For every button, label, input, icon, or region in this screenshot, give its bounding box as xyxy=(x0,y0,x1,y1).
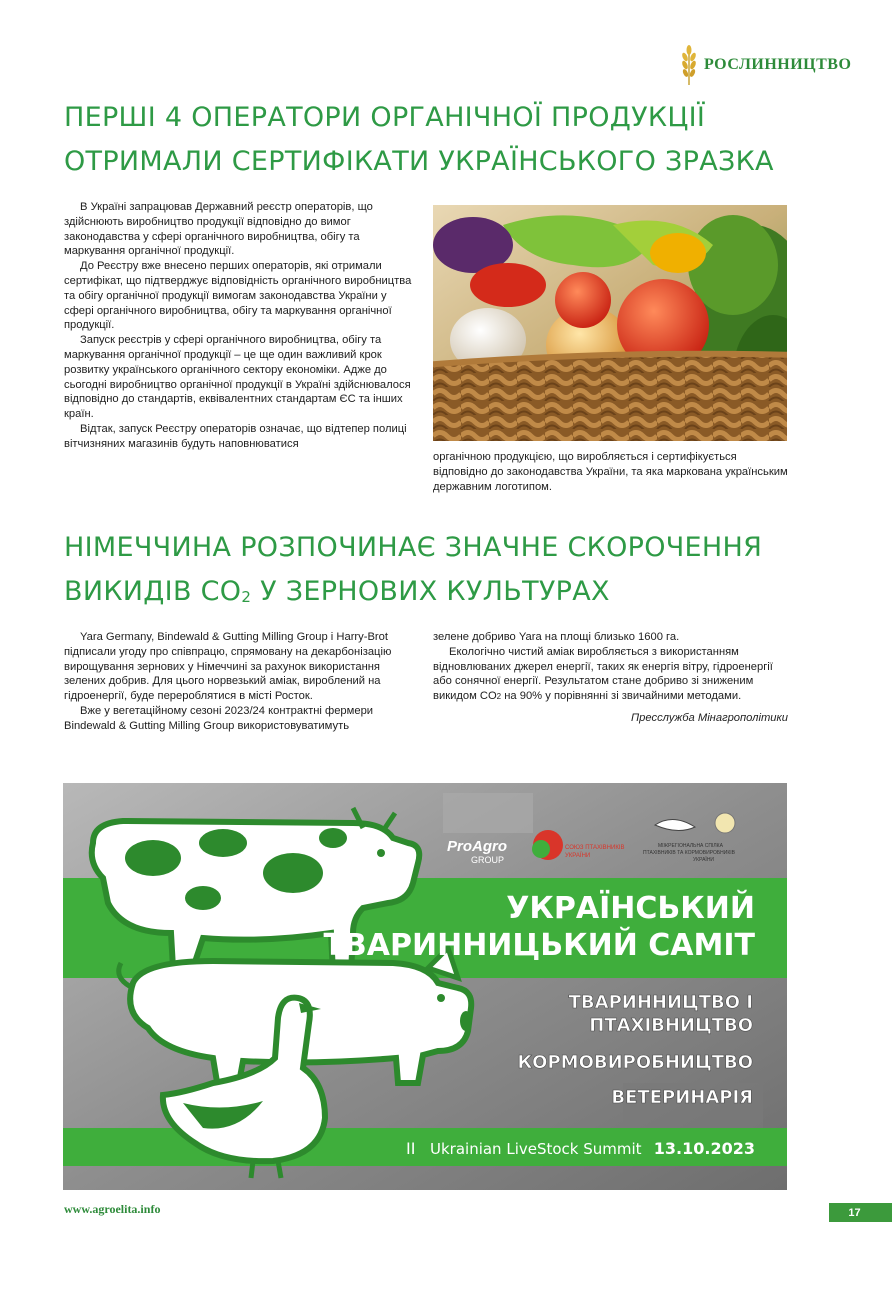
article2-paragraph: Вже у вегетаційному сезоні 2023/24 контрактні фермери Bindewald & Gutting Milling Group використовуватимуть xyxy=(64,704,374,732)
article2-paragraph: зелене добриво Yara на площі близько 1600 га. xyxy=(433,631,680,643)
article2-paragraph: Yara Germany, Bindewald & Gutting Milling Group і Harry-Brot підписали угоду про співпрацю, спрямовану на декарбонізацію вирощування зернових у Німеччині за рахунок використання зелених добрив. Для цього норвезький аміак, вироблений на гідроенергії, буде перероблятися в місті Росток. xyxy=(64,631,392,703)
article2-title-line2b: У ЗЕРНОВИХ КУЛЬТУРАХ xyxy=(251,576,610,607)
banner-topic2: КОРМОВИРОБНИЦТВО xyxy=(517,1052,753,1073)
article1-paragraph: В Україні запрацював Державний реєстр операторів, що здійснюють виробництво продукції відповідно до вимог законодавства у сфері органічного виробництва, обігу та маркування органічної продукції. xyxy=(64,201,373,258)
banner-date: 13.10.2023 xyxy=(653,1139,755,1158)
vegetables-basket-photo xyxy=(433,205,787,441)
section-label xyxy=(678,44,878,86)
article2-paragraph-part: Екологічно чистий аміак виробляється з використанням відновлюваних джерел енергії, таких як енергія вітру, гідроенергії або сонячної енергії. Результатом стане добриво зі зниженим викидом CO xyxy=(433,645,773,703)
article1-paragraph: Запуск реєстрів у сфері органічного виробництва, обігу та маркування органічної продукції – це ще один важливий крок розвитку українського органічного сектору економіки. Адже до сьогодні виробництво органічної продукції в Україні здійснювалося відповідно до стандартів, еквівалентних стандартам ЄС та інших країн. xyxy=(64,334,411,421)
banner-artwork xyxy=(63,783,787,1190)
footer-url[interactable]: www.agroelita.info xyxy=(64,1202,161,1216)
article1-paragraph: До Реєстру вже внесено перших операторів, які отримали сертифікат, що підтверджує відповідність органічного виробництва та обігу органічної продукції вимогам законодавства України у сфері органічного виробництва, обігу та маркування органічної продукції. xyxy=(64,260,412,332)
article1-column-left xyxy=(64,200,419,452)
banner-title-line1: УКРАЇНСЬКИЙ xyxy=(506,891,755,926)
banner-topic1-line1: ТВАРИННИЦТВО І xyxy=(568,992,753,1013)
article1-continuation: органічною продукцією, що виробляється і сертифікується відповідно до законодавства України, та яка маркована українським державним логотипом. xyxy=(433,451,788,493)
article2-source: Пресслужба Мінагрополітики xyxy=(631,711,788,724)
article2-paragraph xyxy=(433,645,788,705)
interregional-union-text-2: ПТАХІВНИКІВ ТА КОРМОВИРОБНИКІВ xyxy=(643,850,735,856)
article2-title-line2a: ВИКИДІВ CO xyxy=(64,576,242,607)
banner-edition: II xyxy=(406,1139,416,1158)
article1-headline xyxy=(64,96,804,184)
section-title: РОСЛИННИЦТВО xyxy=(704,56,852,73)
poultry-union-text: СОЮЗ ПТАХІВНИКІВ xyxy=(565,845,625,851)
article2-paragraph-part: на 90% у порівнянні зі звичайними методами. xyxy=(501,690,742,703)
proagro-logo-text: ProAgro xyxy=(447,838,507,855)
vegetables-illustration xyxy=(433,205,787,441)
article1-paragraph: Відтак, запуск Реєстру операторів означає, що відтепер полиці вітчизняних магазинів будуть наповнюватися xyxy=(64,422,407,450)
page-number: 17 xyxy=(829,1203,892,1222)
proagro-group-text: GROUP xyxy=(471,855,505,865)
article1-title-line1: ПЕРШІ 4 ОПЕРАТОРИ ОРГАНІЧНОЇ ПРОДУКЦІЇ xyxy=(64,102,706,133)
article2-column-left xyxy=(64,630,419,734)
banner-title-line2: ТВАРИННИЦЬКИЙ САМІТ xyxy=(323,928,755,963)
interregional-union-text: МІЖРЕГІОНАЛЬНА СПІЛКА xyxy=(658,843,723,849)
article1-title-line2: ОТРИМАЛИ СЕРТИФІКАТИ УКРАЇНСЬКОГО ЗРАЗКА xyxy=(64,146,774,177)
article2-title-line1: НІМЕЧЧИНА РОЗПОЧИНАЄ ЗНАЧНЕ СКОРОЧЕННЯ xyxy=(64,532,763,563)
article2-column-right xyxy=(433,630,788,726)
poultry-union-text-2: УКРАЇНИ xyxy=(565,853,591,859)
banner-event-name: Ukrainian LiveStock Summit xyxy=(430,1140,642,1158)
banner-topic3: ВЕТЕРИНАРІЯ xyxy=(611,1087,753,1108)
article2-headline xyxy=(64,526,804,617)
wheat-icon xyxy=(678,44,700,86)
livestock-summit-banner[interactable] xyxy=(63,783,787,1190)
interregional-union-text-3: УКРАЇНИ xyxy=(693,857,715,863)
banner-topic1-line2: ПТАХІВНИЦТВО xyxy=(589,1015,753,1036)
article2-title-subscript: 2 xyxy=(241,588,252,606)
article1-column-right xyxy=(433,450,788,494)
co2-subscript: 2 xyxy=(496,692,502,702)
